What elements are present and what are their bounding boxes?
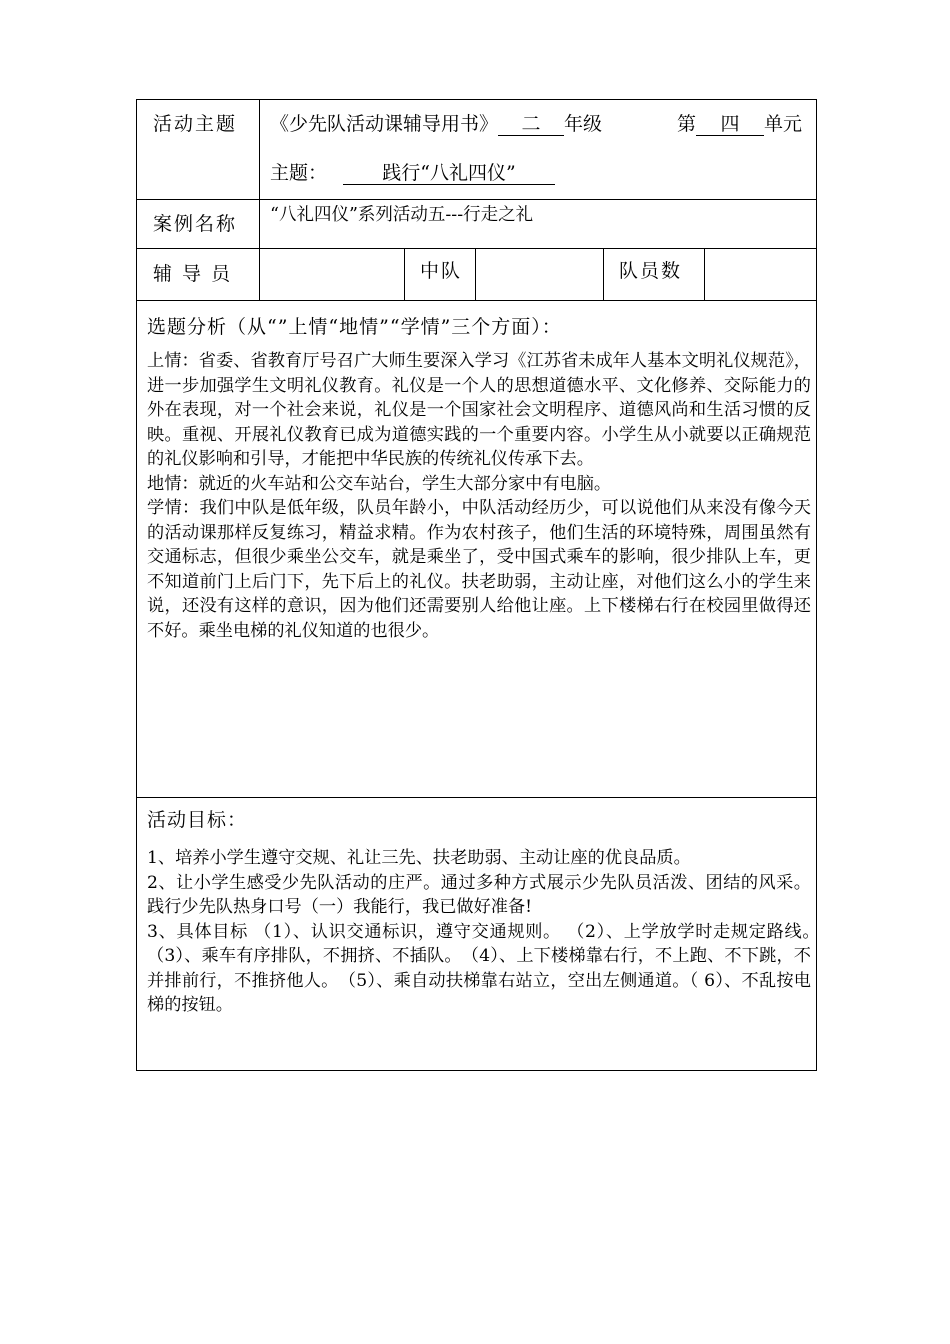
grade-value: 二: [498, 113, 564, 136]
case-value: “八礼四仪”系列活动五---行走之礼: [270, 205, 534, 225]
staff-row: [137, 249, 816, 301]
goals-body: [147, 846, 829, 1018]
book-title: 《少先队活动课辅导用书》: [270, 113, 499, 135]
column-divider: [404, 249, 405, 300]
topic-line: [270, 161, 555, 185]
book-title-line: [270, 112, 602, 136]
activity-plan-table: [136, 99, 829, 1071]
column-divider: [259, 100, 260, 199]
case-label: 案例名称: [153, 213, 238, 235]
unit-prefix: 第: [677, 113, 697, 135]
unit-suffix: 单元: [764, 113, 803, 135]
column-divider: [259, 249, 260, 300]
column-divider: [603, 249, 604, 300]
analysis-body: [147, 349, 811, 643]
squad-label: 中队: [420, 260, 463, 282]
goal-item-3: 3、具体目标 （1）、认识交通标识，遵守交通规则。 （2）、上学放学时走规定路线。 （3）、乘车有序排队，不拥挤、不插队。 （4）、上下楼梯靠右行，不上跑、不下跳，不并排前行，不推挤他人。 （5）、乘自动扶梯靠右站立，空出左侧通道。（ 6）、不乱按电梯的按钮。: [147, 921, 829, 1015]
counselor-label: 辅 导 员: [153, 263, 233, 285]
topic-label: 主题：: [270, 162, 328, 184]
unit-value: 四: [696, 113, 764, 136]
topic-value: 践行“八礼四仪”: [343, 162, 555, 185]
local-situation-paragraph: 地情：就近的火车站和公交车站台，学生大部分家中有电脑。: [147, 473, 612, 494]
case-row: [137, 200, 816, 249]
goal-item-1: 1、培养小学生遵守交规、礼让三先、扶老助弱、主动让座的优良品质。: [147, 848, 691, 868]
members-label: 队员数: [619, 260, 683, 282]
theme-label: 活动主题: [153, 113, 238, 135]
unit-line: [677, 112, 802, 136]
analysis-heading: 选题分析（从“”上情“地情”“学情”三个方面）：: [147, 316, 562, 338]
goals-heading: 活动目标：: [147, 809, 248, 831]
grade-suffix: 年级: [564, 113, 603, 135]
column-divider: [475, 249, 476, 300]
column-divider: [704, 249, 705, 300]
analysis-row: [137, 301, 816, 798]
goal-item-2: 2、让小学生感受少先队活动的庄严。通过多种方式展示少先队员活泼、团结的风采。践行少先队热身口号（一）我能行，我已做好准备!: [147, 872, 811, 917]
goals-row: [137, 798, 829, 1070]
theme-row: [137, 100, 816, 200]
column-divider: [259, 200, 260, 248]
upper-situation-paragraph: 上情：省委、省教育厅号召广大师生要深入学习《江苏省未成年人基本文明礼仪规范》，进一步加强学生文明礼仪教育。礼仪是一个人的思想道德水平、文化修养、交际能力的外在表现，对一个社会来说，礼仪是一个国家社会文明程序、道德风尚和生活习惯的反映。重视、开展礼仪教育已成为道德实践的一个重要内容。小学生从小就要以正确规范的礼仪影响和引导，才能把中华民族的传统礼仪传承下去。: [147, 351, 811, 469]
student-situation-paragraph: 学情：我们中队是低年级，队员年龄小，中队活动经历少，可以说他们从来没有像今天的活动课那样反复练习，精益求精。作为农村孩子，他们生活的环境特殊，周围虽然有交通标志，但很少乘坐公交车，就是乘坐了，受中国式乘车的影响，很少排队上车，更不知道前门上后门下，先下后上的礼仪。扶老助弱，主动让座，对他们这么小的学生来说，还没有这样的意识，因为他们还需要别人给他让座。上下楼梯右行在校园里做得还不好。乘坐电梯的礼仪知道的也很少。: [147, 498, 811, 641]
